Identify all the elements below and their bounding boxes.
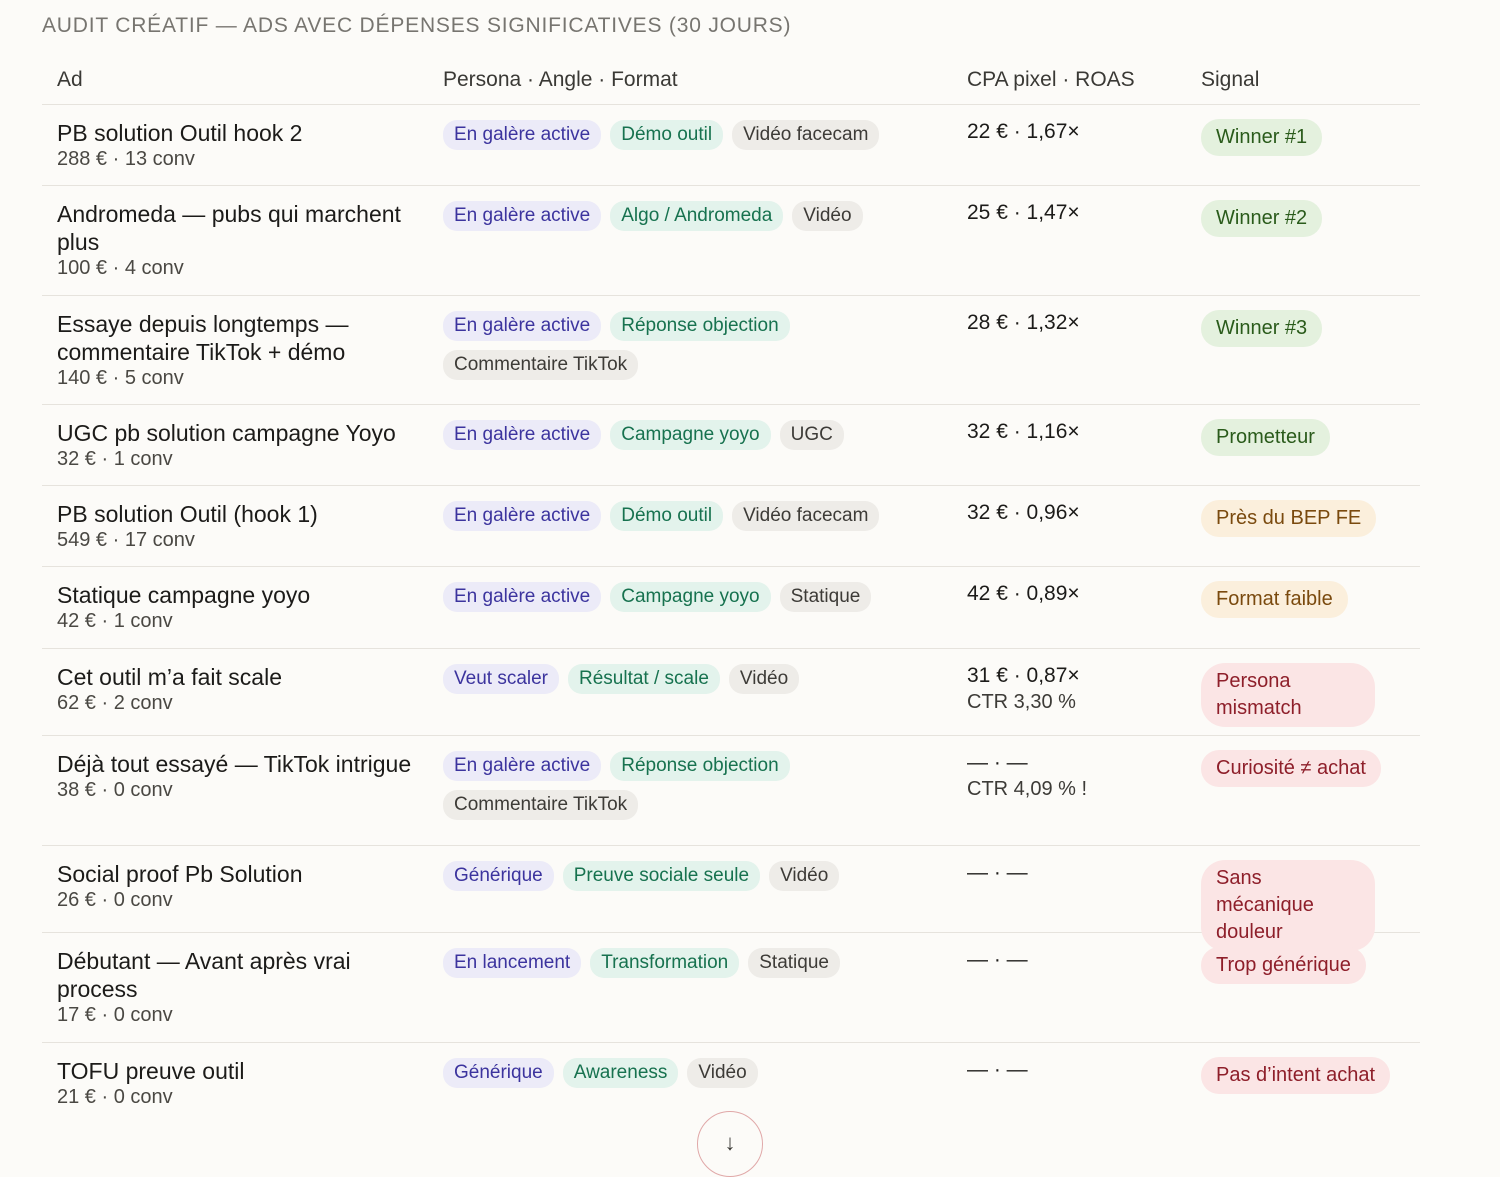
format-tag: Statique <box>748 948 840 978</box>
ad-spend-conversions: 140 € · 5 conv <box>57 367 184 389</box>
tags-cell <box>428 736 952 845</box>
table-row[interactable] <box>42 846 1420 943</box>
ad-name: Cet outil m’a fait scale <box>57 664 282 690</box>
format-tag: Vidéo <box>729 664 799 694</box>
signal-badge: Prometteur <box>1201 419 1330 456</box>
signal-badge: Winner #2 <box>1201 200 1322 237</box>
angle-tag: Awareness <box>563 1058 679 1088</box>
signal-badge: Sans mécanique douleur <box>1201 860 1375 951</box>
persona-tag: En lancement <box>443 948 581 978</box>
signal-badge: Winner #3 <box>1201 310 1322 347</box>
signal-cell <box>1186 105 1420 186</box>
tags-cell <box>428 649 952 741</box>
cpa-roas-cell <box>952 486 1186 567</box>
cpa-roas-value: 32 € · 0,96× <box>967 501 1080 524</box>
tags-cell <box>428 405 952 486</box>
ad-cell <box>42 186 428 295</box>
ad-cell <box>42 486 428 567</box>
signal-badge: Près du BEP FE <box>1201 500 1376 537</box>
column-header-persona: Persona · Angle · Format <box>443 68 678 91</box>
ad-name: Andromeda — pubs qui marchent plus <box>57 201 401 255</box>
signal-cell <box>1186 296 1420 405</box>
column-header-signal: Signal <box>1201 68 1260 91</box>
angle-tag: Résultat / scale <box>568 664 720 694</box>
cpa-roas-cell <box>952 567 1186 648</box>
format-tag: Vidéo facecam <box>732 120 879 150</box>
cpa-roas-cell <box>952 933 1186 1042</box>
angle-tag: Réponse objection <box>610 311 789 341</box>
table-row[interactable] <box>42 933 1420 1043</box>
persona-tag: Générique <box>443 1058 554 1088</box>
format-tag: Vidéo facecam <box>732 501 879 531</box>
table-body <box>42 105 1420 1133</box>
ad-spend-conversions: 26 € · 0 conv <box>57 889 173 911</box>
scroll-down-button[interactable] <box>697 1111 763 1177</box>
tags-cell <box>428 105 952 186</box>
cpa-roas-cell <box>952 405 1186 486</box>
table-row[interactable] <box>42 486 1420 567</box>
ad-name: UGC pb solution campagne Yoyo <box>57 420 396 446</box>
ad-name: PB solution Outil hook 2 <box>57 120 303 146</box>
signal-cell <box>1186 567 1420 648</box>
table-row[interactable] <box>42 186 1420 296</box>
cpa-roas-value: 22 € · 1,67× <box>967 120 1080 143</box>
table-header <box>42 56 1420 105</box>
ad-spend-conversions: 62 € · 2 conv <box>57 692 173 714</box>
signal-badge: Trop générique <box>1201 947 1366 984</box>
ad-spend-conversions: 38 € · 0 conv <box>57 779 173 801</box>
cpa-roas-cell <box>952 105 1186 186</box>
persona-tag: En galère active <box>443 751 601 781</box>
format-tag: Vidéo <box>769 861 839 891</box>
ad-name: Essaye depuis longtemps — commentaire TikTok + démo <box>57 311 349 365</box>
cpa-roas-value: — · — <box>967 1058 1028 1081</box>
cpa-roas-value: 42 € · 0,89× <box>967 582 1080 605</box>
table-row[interactable] <box>42 649 1420 736</box>
ad-cell <box>42 296 428 405</box>
cpa-roas-value: 32 € · 1,16× <box>967 420 1080 443</box>
angle-tag: Transformation <box>590 948 739 978</box>
cpa-roas-cell <box>952 296 1186 405</box>
ad-cell <box>42 933 428 1042</box>
signal-badge: Persona mismatch <box>1201 663 1375 727</box>
signal-badge: Format faible <box>1201 581 1348 618</box>
ad-cell <box>42 1043 428 1133</box>
ad-name: Déjà tout essayé — TikTok intrigue <box>57 751 412 777</box>
column-header-cpa: CPA pixel · ROAS <box>967 68 1135 91</box>
angle-tag: Algo / Andromeda <box>610 201 783 231</box>
persona-tag: Veut scaler <box>443 664 559 694</box>
persona-tag: En galère active <box>443 420 601 450</box>
ad-name: TOFU preuve outil <box>57 1058 245 1084</box>
persona-tag: En galère active <box>443 120 601 150</box>
ad-cell <box>42 736 428 845</box>
angle-tag: Campagne yoyo <box>610 582 770 612</box>
ad-name: Débutant — Avant après vrai process <box>57 948 351 1002</box>
tags-cell <box>428 486 952 567</box>
cpa-roas-value: — · — <box>967 751 1028 774</box>
signal-cell <box>1186 486 1420 567</box>
tags-cell <box>428 186 952 295</box>
tags-cell <box>428 933 952 1042</box>
format-tag: Commentaire TikTok <box>443 790 638 820</box>
cpa-roas-cell <box>952 186 1186 295</box>
cpa-roas-value: 31 € · 0,87× <box>967 664 1080 687</box>
table-row[interactable] <box>42 296 1420 405</box>
signal-cell <box>1186 649 1420 741</box>
tags-cell <box>428 296 952 405</box>
signal-badge: Winner #1 <box>1201 119 1322 156</box>
ad-spend-conversions: 100 € · 4 conv <box>57 257 184 279</box>
cpa-roas-cell <box>952 649 1186 741</box>
signal-badge: Pas d’intent achat <box>1201 1057 1390 1094</box>
ad-name: Social proof Pb Solution <box>57 861 303 887</box>
ctr-value: CTR 3,30 % <box>967 691 1076 713</box>
cpa-roas-value: 25 € · 1,47× <box>967 201 1080 224</box>
tags-cell <box>428 567 952 648</box>
signal-cell <box>1186 405 1420 486</box>
persona-tag: En galère active <box>443 201 601 231</box>
ad-spend-conversions: 549 € · 17 conv <box>57 529 195 551</box>
persona-tag: En galère active <box>443 501 601 531</box>
format-tag: Statique <box>780 582 872 612</box>
cpa-roas-value: 28 € · 1,32× <box>967 311 1080 334</box>
persona-tag: En galère active <box>443 582 601 612</box>
tags-cell <box>428 1043 952 1133</box>
table-row[interactable] <box>42 405 1420 486</box>
format-tag: Vidéo <box>687 1058 757 1088</box>
ad-cell <box>42 105 428 186</box>
cpa-roas-cell <box>952 736 1186 845</box>
ad-spend-conversions: 32 € · 1 conv <box>57 448 173 470</box>
angle-tag: Démo outil <box>610 120 723 150</box>
column-header-ad: Ad <box>57 68 83 91</box>
angle-tag: Démo outil <box>610 501 723 531</box>
ad-cell <box>42 405 428 486</box>
table-row[interactable] <box>42 105 1420 186</box>
table-row[interactable] <box>42 567 1420 649</box>
cpa-roas-value: — · — <box>967 861 1028 884</box>
signal-badge: Curiosité ≠ achat <box>1201 750 1381 787</box>
angle-tag: Campagne yoyo <box>610 420 770 450</box>
angle-tag: Réponse objection <box>610 751 789 781</box>
ctr-value: CTR 4,09 % ! <box>967 778 1088 800</box>
arrow-down-icon: ↓ <box>724 1130 736 1155</box>
ad-name: PB solution Outil (hook 1) <box>57 501 318 527</box>
format-tag: UGC <box>780 420 844 450</box>
ad-cell <box>42 567 428 648</box>
ad-spend-conversions: 21 € · 0 conv <box>57 1086 173 1108</box>
angle-tag: Preuve sociale seule <box>563 861 760 891</box>
signal-cell <box>1186 736 1420 845</box>
cpa-roas-cell <box>952 1043 1186 1133</box>
format-tag: Vidéo <box>792 201 862 231</box>
persona-tag: Générique <box>443 861 554 891</box>
section-title: AUDIT CRÉATIF — ADS AVEC DÉPENSES SIGNIFICATIVES (30 JOURS) <box>42 14 792 37</box>
signal-cell <box>1186 1043 1420 1133</box>
table-row[interactable] <box>42 736 1420 846</box>
format-tag: Commentaire TikTok <box>443 350 638 380</box>
ad-spend-conversions: 42 € · 1 conv <box>57 610 173 632</box>
ad-spend-conversions: 17 € · 0 conv <box>57 1004 173 1026</box>
cpa-roas-value: — · — <box>967 948 1028 971</box>
persona-tag: En galère active <box>443 311 601 341</box>
ad-cell <box>42 649 428 741</box>
ad-spend-conversions: 288 € · 13 conv <box>57 148 195 170</box>
signal-cell <box>1186 186 1420 295</box>
ad-name: Statique campagne yoyo <box>57 582 311 608</box>
signal-cell <box>1186 933 1420 1042</box>
audit-table <box>42 56 1420 1133</box>
